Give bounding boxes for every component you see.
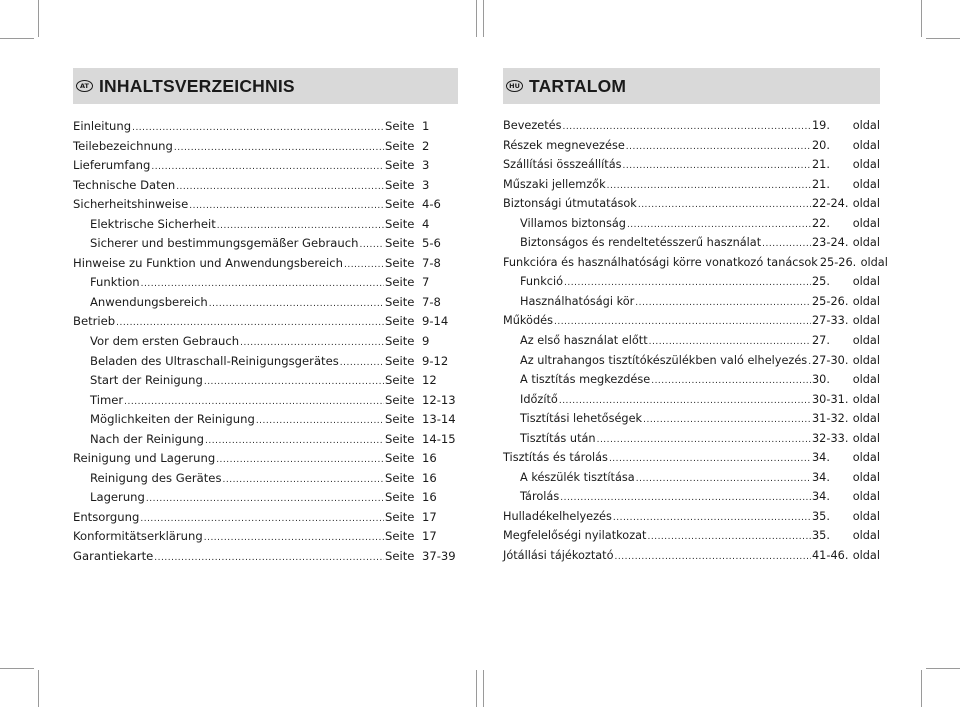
toc-heading <box>73 68 458 104</box>
toc-entry <box>503 255 888 276</box>
page-word: oldal <box>852 294 880 308</box>
entry-title: Műszaki jellemzők <box>503 177 606 191</box>
entry-title: Reinigung und Lagerung <box>73 451 216 466</box>
crop-mark <box>926 668 960 669</box>
entry-title: Funktion <box>90 275 140 290</box>
crop-mark <box>38 670 39 707</box>
entry-title: Beladen des Ultraschall-Reinigungsgerätes <box>90 353 339 368</box>
page-word: oldal <box>852 236 880 250</box>
toc-entry <box>503 295 880 315</box>
dot-leader <box>613 513 811 523</box>
page-number: 16 <box>422 490 437 505</box>
entry-title: Sicherer und bestimmungsgemäßer Gebrauch <box>90 236 359 251</box>
page-number: 37-39 <box>422 549 456 564</box>
crop-mark <box>476 0 477 37</box>
dot-leader <box>124 397 384 407</box>
page-word: oldal <box>852 529 880 543</box>
toc-entry <box>73 393 458 413</box>
dot-leader <box>340 358 384 368</box>
page-number: 34. <box>812 451 830 465</box>
toc-entry <box>503 158 880 178</box>
page-word: Seite <box>385 392 415 407</box>
dot-leader <box>643 415 811 425</box>
dot-leader <box>209 299 384 309</box>
page-number: 32-33. <box>812 431 849 445</box>
toc-entry <box>73 432 458 452</box>
toc-entry <box>73 490 458 510</box>
page-word: oldal <box>852 177 880 191</box>
page-number: 27. <box>812 334 830 348</box>
toc-entry <box>503 471 880 491</box>
entry-title: Villamos biztonság <box>520 216 626 230</box>
page-word: oldal <box>852 314 880 328</box>
dot-leader <box>146 494 384 504</box>
entry-title: Einleitung <box>73 119 132 133</box>
page-number: 22. <box>812 216 830 230</box>
page-word: Seite <box>385 314 415 329</box>
page-word: Seite <box>385 490 415 505</box>
dot-leader <box>216 455 384 465</box>
toc-entry <box>503 139 880 159</box>
toc-entry <box>503 236 880 256</box>
dot-leader <box>638 200 811 210</box>
page-number: 4 <box>422 216 430 231</box>
dot-leader <box>609 454 811 464</box>
toc-entry <box>73 373 458 393</box>
toc-entry <box>503 334 880 354</box>
entry-title: Megfelelőségi nyilatkozat <box>503 529 647 543</box>
dot-leader <box>647 532 811 542</box>
page-word: oldal <box>852 275 880 289</box>
page-word: oldal <box>852 412 880 426</box>
toc-entry <box>503 490 880 510</box>
toc-entry <box>73 510 458 530</box>
dot-leader <box>607 181 811 191</box>
page-word: Seite <box>385 412 415 427</box>
crop-mark <box>921 0 922 37</box>
dot-leader <box>217 221 384 231</box>
page-number: 25-26. <box>819 255 857 269</box>
entry-title: Anwendungsbereich <box>90 294 208 309</box>
page-number: 17 <box>422 509 437 524</box>
page-word: oldal <box>852 353 880 367</box>
page-number: 7 <box>422 275 430 290</box>
entry-title: Teilebezeichnung <box>73 138 173 153</box>
page-word: Seite <box>385 158 415 173</box>
entry-title: Konformitätserklärung <box>73 529 203 544</box>
page-number: 7-8 <box>422 255 441 270</box>
page-number: 3 <box>422 158 430 173</box>
entry-title: Funkcióra és használhatósági körre vonatkozó tanácsok <box>503 255 818 269</box>
page-word: Seite <box>385 470 415 485</box>
toc-entry <box>73 549 458 569</box>
entry-title: Tisztítás után <box>520 431 596 445</box>
dot-leader <box>635 298 811 308</box>
entry-title: Az első használat előtt <box>520 334 648 348</box>
page-word: oldal <box>852 470 880 484</box>
entry-title: Timer <box>90 392 124 407</box>
country-flag-at-icon: AT <box>76 80 93 92</box>
page-word: oldal <box>852 334 880 348</box>
page-word: oldal <box>852 549 880 563</box>
toc-entry <box>503 510 880 530</box>
entry-title: Elektrische Sicherheit <box>90 216 216 231</box>
dot-leader <box>132 123 384 133</box>
toc-entry <box>503 529 880 549</box>
entry-title: Garantiekarte <box>73 549 154 564</box>
page-number: 30. <box>812 373 830 387</box>
page-word: Seite <box>385 529 415 544</box>
toc-entry <box>73 354 458 374</box>
dot-leader <box>562 122 811 132</box>
dot-leader <box>615 552 811 562</box>
page-number: 41-46. <box>812 549 849 563</box>
page-number: 23-24. <box>812 236 849 250</box>
dot-leader <box>174 143 384 153</box>
entry-title: Hulladékelhelyezés <box>503 509 612 523</box>
page-number: 21. <box>812 158 830 172</box>
entry-title: Az ultrahangos tisztítókészülékben való elhelyezés <box>520 353 808 367</box>
dot-leader <box>222 475 384 485</box>
page-word: Seite <box>385 334 415 349</box>
entry-title: Betrieb <box>73 314 116 329</box>
page-number: 2 <box>422 138 430 153</box>
entry-title: Hinweise zu Funktion und Anwendungsbereich <box>73 255 343 270</box>
dot-leader <box>256 416 384 426</box>
entry-title: Tisztítás és tárolás <box>503 451 608 465</box>
page-number: 12-13 <box>422 392 456 407</box>
page-word: Seite <box>385 119 415 133</box>
dot-leader <box>176 182 384 192</box>
crop-mark <box>476 670 477 707</box>
toc-entry <box>73 119 458 139</box>
entry-title: Möglichkeiten der Reinigung <box>90 412 255 427</box>
toc-entry <box>73 217 458 237</box>
dot-leader <box>559 396 811 406</box>
toc-entry <box>73 451 458 471</box>
entry-title: Szállítási összeállítás <box>503 158 622 172</box>
dot-leader <box>636 474 811 484</box>
dot-leader <box>554 317 811 327</box>
entry-title: Entsorgung <box>73 509 140 524</box>
page-number: 27-30. <box>812 353 849 367</box>
entry-title: Biztonságos és rendeltetésszerű használat <box>520 236 762 250</box>
page-word: Seite <box>385 373 415 388</box>
entry-title: Nach der Reinigung <box>90 431 205 446</box>
page-word: Seite <box>385 549 415 564</box>
page-word: Seite <box>385 451 415 466</box>
toc-entry <box>73 158 458 178</box>
crop-mark <box>0 38 34 39</box>
page-word: oldal <box>852 431 880 445</box>
toc-entry <box>73 412 458 432</box>
page-word: oldal <box>852 451 880 465</box>
crop-mark <box>921 670 922 707</box>
toc-entry <box>503 275 880 295</box>
toc-entry <box>73 275 458 295</box>
dot-leader <box>626 142 811 152</box>
dot-leader <box>205 436 384 446</box>
page-word: oldal <box>852 158 880 172</box>
toc-entry <box>503 314 880 334</box>
dot-leader <box>560 493 811 503</box>
dot-leader <box>564 278 811 288</box>
page-number: 5-6 <box>422 236 441 251</box>
page-number: 16 <box>422 470 437 485</box>
page-word: Seite <box>385 255 415 270</box>
toc-entry <box>503 393 880 413</box>
page-number: 4-6 <box>422 197 441 212</box>
dot-leader <box>649 337 811 347</box>
dot-leader <box>623 161 811 171</box>
page-word: oldal <box>852 392 880 406</box>
toc-german <box>73 68 458 569</box>
entry-title: Jótállási tájékoztató <box>503 549 614 563</box>
toc-list <box>503 119 888 569</box>
country-flag-hu-icon: HU <box>506 80 523 92</box>
page-word: oldal <box>852 509 880 523</box>
page-number: 9-12 <box>422 353 449 368</box>
toc-entry <box>503 119 880 139</box>
toc-entry <box>73 334 458 354</box>
toc-entry <box>73 197 458 217</box>
dot-leader <box>154 553 384 563</box>
page-word: oldal <box>852 216 880 230</box>
page-word: Seite <box>385 197 415 212</box>
page-word: oldal <box>852 490 880 504</box>
page-number: 9 <box>422 334 430 349</box>
dot-leader <box>140 514 384 524</box>
toc-entry <box>503 354 880 374</box>
page-word: oldal <box>852 119 880 132</box>
page-word: Seite <box>385 275 415 290</box>
page-number: 25. <box>812 275 830 289</box>
crop-mark <box>926 38 960 39</box>
toc-entry <box>503 549 880 569</box>
toc-entry <box>73 295 458 315</box>
entry-title: Biztonsági útmutatások <box>503 197 637 211</box>
dot-leader <box>141 279 384 289</box>
page-number: 19. <box>812 119 830 132</box>
page-number: 21. <box>812 177 830 191</box>
page-word: Seite <box>385 138 415 153</box>
dot-leader <box>151 162 384 172</box>
entry-title: Reinigung des Gerätes <box>90 470 222 485</box>
entry-title: Használhatósági kör <box>520 294 635 308</box>
page-word: Seite <box>385 236 415 251</box>
toc-title: TARTALOM <box>529 75 627 96</box>
page-number: 9-14 <box>422 314 449 329</box>
crop-mark <box>0 668 34 669</box>
entry-title: Funkció <box>520 275 564 289</box>
dot-leader <box>762 239 811 249</box>
page-number: 3 <box>422 177 430 192</box>
page-word: oldal <box>852 138 880 152</box>
crop-mark <box>483 0 484 37</box>
toc-list <box>73 119 458 569</box>
page-number: 17 <box>422 529 437 544</box>
crop-mark <box>38 0 39 37</box>
entry-title: Működés <box>503 314 553 328</box>
dot-leader <box>240 338 384 348</box>
dot-leader <box>651 376 811 386</box>
page-word: Seite <box>385 353 415 368</box>
page-number: 30-31. <box>812 392 849 406</box>
entry-title: Bevezetés <box>503 119 562 132</box>
toc-entry <box>73 178 458 198</box>
entry-title: Időzítő <box>520 392 558 406</box>
page-word: Seite <box>385 431 415 446</box>
toc-entry <box>503 432 880 452</box>
page-number: 35. <box>812 509 830 523</box>
page-word: Seite <box>385 177 415 192</box>
entry-title: Részek megnevezése <box>503 138 625 152</box>
entry-title: A készülék tisztítása <box>520 470 635 484</box>
toc-entry <box>73 314 458 334</box>
page-word: oldal <box>852 197 880 211</box>
dot-leader <box>627 220 811 230</box>
entry-title: Technische Daten <box>73 177 176 192</box>
page-word: Seite <box>385 216 415 231</box>
dot-leader <box>344 260 384 270</box>
dot-leader <box>116 318 384 328</box>
toc-entry <box>503 373 880 393</box>
entry-title: Tárolás <box>520 490 560 504</box>
toc-title: INHALTSVERZEICHNIS <box>99 75 295 96</box>
page-number: 13-14 <box>422 412 456 427</box>
toc-entry <box>503 412 880 432</box>
entry-title: Lieferumfang <box>73 158 151 173</box>
dot-leader <box>204 377 384 387</box>
page-number: 35. <box>812 529 830 543</box>
page-number: 20. <box>812 138 830 152</box>
dot-leader <box>359 240 384 250</box>
dot-leader <box>808 357 811 367</box>
dot-leader <box>597 435 811 445</box>
page-number: 31-32. <box>812 412 849 426</box>
toc-entry <box>73 256 458 276</box>
page-number: 12 <box>422 373 437 388</box>
toc-entry <box>73 139 458 159</box>
page-word: oldal <box>860 255 888 269</box>
page-number: 1 <box>422 119 430 133</box>
entry-title: Start der Reinigung <box>90 373 203 388</box>
page-number: 25-26. <box>812 294 849 308</box>
toc-entry <box>503 178 880 198</box>
toc-entry <box>73 236 458 256</box>
page-number: 34. <box>812 470 830 484</box>
toc-entry <box>73 471 458 491</box>
toc-entry <box>503 217 880 237</box>
page-number: 22-24. <box>812 197 849 211</box>
page-word: Seite <box>385 509 415 524</box>
toc-hungarian <box>503 68 888 569</box>
toc-entry <box>503 451 880 471</box>
crop-mark <box>483 670 484 707</box>
entry-title: Lagerung <box>90 490 145 505</box>
entry-title: Vor dem ersten Gebrauch <box>90 334 240 349</box>
page-number: 7-8 <box>422 294 441 309</box>
page-word: oldal <box>852 373 880 387</box>
page-number: 14-15 <box>422 431 456 446</box>
page-number: 27-33. <box>812 314 849 328</box>
page-word: Seite <box>385 294 415 309</box>
entry-title: Tisztítási lehetőségek <box>520 412 643 426</box>
toc-heading <box>503 68 880 104</box>
toc-entry <box>73 529 458 549</box>
entry-title: Sicherheitshinweise <box>73 197 189 212</box>
page-number: 34. <box>812 490 830 504</box>
toc-entry <box>503 197 880 217</box>
entry-title: A tisztítás megkezdése <box>520 373 651 387</box>
dot-leader <box>204 533 384 543</box>
page-number: 16 <box>422 451 437 466</box>
dot-leader <box>189 201 384 211</box>
